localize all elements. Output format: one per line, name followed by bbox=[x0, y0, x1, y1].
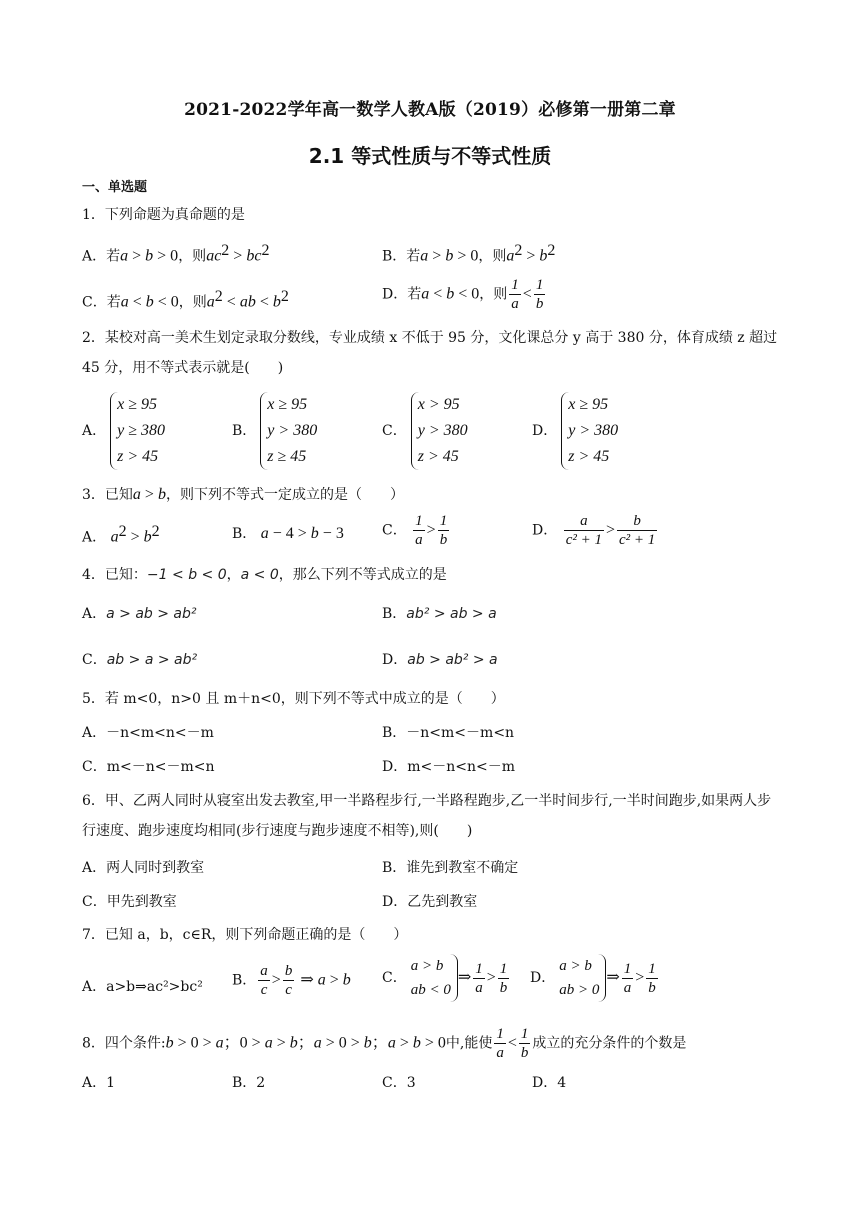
question-1-option-a: A．若a > b > 0，则$ac^2 > bc^2$ bbox=[82, 242, 270, 265]
question-8-stem: 8．四个条件:b > 0 > a；0 > a > b；a > 0 > b；a > b > 0中,能使 $\frac{1}{a}$ < $\frac{1}{b}$ 成立的充分条件的个数是 bbox=[82, 1026, 687, 1061]
question-8-option-d: D．4 bbox=[532, 1075, 567, 1091]
question-4-stem: 4．已知：−1 < b < 0，a < 0，那么下列不等式成立的是 bbox=[82, 567, 447, 583]
question-5-option-d: D．m<－n<n<－m bbox=[382, 759, 515, 775]
question-8-option-a: A．1 bbox=[82, 1075, 116, 1091]
question-4-option-b: B．ab² > ab > a bbox=[382, 606, 497, 622]
question-1-option-d: D．若a < b < 0，则 $\frac{1}{a}$ < $\frac{1}{b}$ bbox=[382, 277, 544, 312]
question-1-option-b: B．若a > b > 0，则$a^2 > b^2$ bbox=[382, 242, 556, 265]
question-7-stem: 7．已知 a，b，c∈R，则下列命题正确的是（ ） bbox=[82, 927, 408, 943]
question-4-option-d: D．ab > ab² > a bbox=[382, 652, 498, 668]
question-8-option-b: B．2 bbox=[232, 1075, 266, 1091]
question-6-stem: 6．甲、乙两人同时从寝室出发去教室,甲一半路程步行,一半路程跑步,乙一半时间步行,一半时间跑步,如果两人步行速度、跑步速度均相同(步行速度与跑步速度不相等),则( ) bbox=[82, 793, 772, 839]
question-2-option-c: C．x > 95 y > 380 z > 45 bbox=[382, 392, 468, 470]
question-3-stem: 3．已知a > b，则下列不等式一定成立的是（ ） bbox=[82, 486, 404, 503]
question-1-stem: 1．下列命题为真命题的是 bbox=[82, 207, 245, 223]
question-1-option-c: C．若a < b < 0，则$a^2$ < ab < $b^2$ bbox=[82, 288, 289, 311]
question-7-option-a: A．a>b⇒ac²>bc² bbox=[82, 979, 203, 995]
question-5-option-c: C．m<－n<－m<n bbox=[82, 759, 215, 775]
question-4-option-c: C．ab > a > ab² bbox=[82, 652, 198, 668]
question-6-option-d: D．乙先到教室 bbox=[382, 894, 478, 910]
question-7-option-c: C．a > b ab < 0⇒ $\frac{1}{a}$ > $\frac{1}{b}$ bbox=[382, 954, 511, 1002]
question-6-option-a: A．两人同时到教室 bbox=[82, 860, 205, 876]
question-5-stem: 5．若 m<0，n>0 且 m＋n<0，则下列不等式中成立的是（ ） bbox=[82, 691, 505, 707]
question-7-option-d: D．a > b ab > 0⇒ $\frac{1}{a}$ > $\frac{1}{b}$ bbox=[530, 954, 660, 1002]
page-title: 2021-2022学年高一数学人教A版（2019）必修第一册第二章 bbox=[184, 100, 676, 120]
question-3-option-d: D． $\frac{a}{\text{c² + 1}}$ > $\frac{b}{\text{c² + 1}}$ bbox=[532, 513, 656, 548]
question-6-option-b: B．谁先到教室不确定 bbox=[382, 860, 519, 876]
question-3-option-c: C． $\frac{1}{a}$ > $\frac{1}{b}$ bbox=[382, 513, 448, 548]
section-heading: 一、单选题 bbox=[82, 180, 148, 195]
question-2-option-a: A．x ≥ 95 y ≥ 380 z > 45 bbox=[82, 392, 165, 470]
question-7-option-b: B． $\frac{a}{c}$ > $\frac{b}{c}$ ⇒ a > b bbox=[232, 963, 351, 998]
question-5-option-a: A．－n<m<n<－m bbox=[82, 725, 214, 741]
question-2-option-b: B．x ≥ 95 y > 380 z ≥ 45 bbox=[232, 392, 317, 470]
question-2-stem: 2．某校对高一美术生划定录取分数线，专业成绩 x 不低于 95 分，文化课总分 y 高于 380 分，体育成绩 z 超过 45 分，用不等式表示就是( ) bbox=[82, 330, 778, 376]
question-4-option-a: A．a > ab > ab² bbox=[82, 606, 197, 622]
page-subtitle: 2.1 等式性质与不等式性质 bbox=[308, 144, 552, 168]
question-3-option-b: B． a − 4 > b − 3 bbox=[232, 525, 344, 542]
question-3-option-a: A． $a^2 > b^2$ bbox=[82, 523, 160, 546]
question-8-option-c: C．3 bbox=[382, 1075, 416, 1091]
question-5-option-b: B．－n<m<－m<n bbox=[382, 725, 515, 741]
question-2-option-d: D．x ≥ 95 y > 380 z > 45 bbox=[532, 392, 618, 470]
question-6-option-c: C．甲先到教室 bbox=[82, 894, 177, 910]
